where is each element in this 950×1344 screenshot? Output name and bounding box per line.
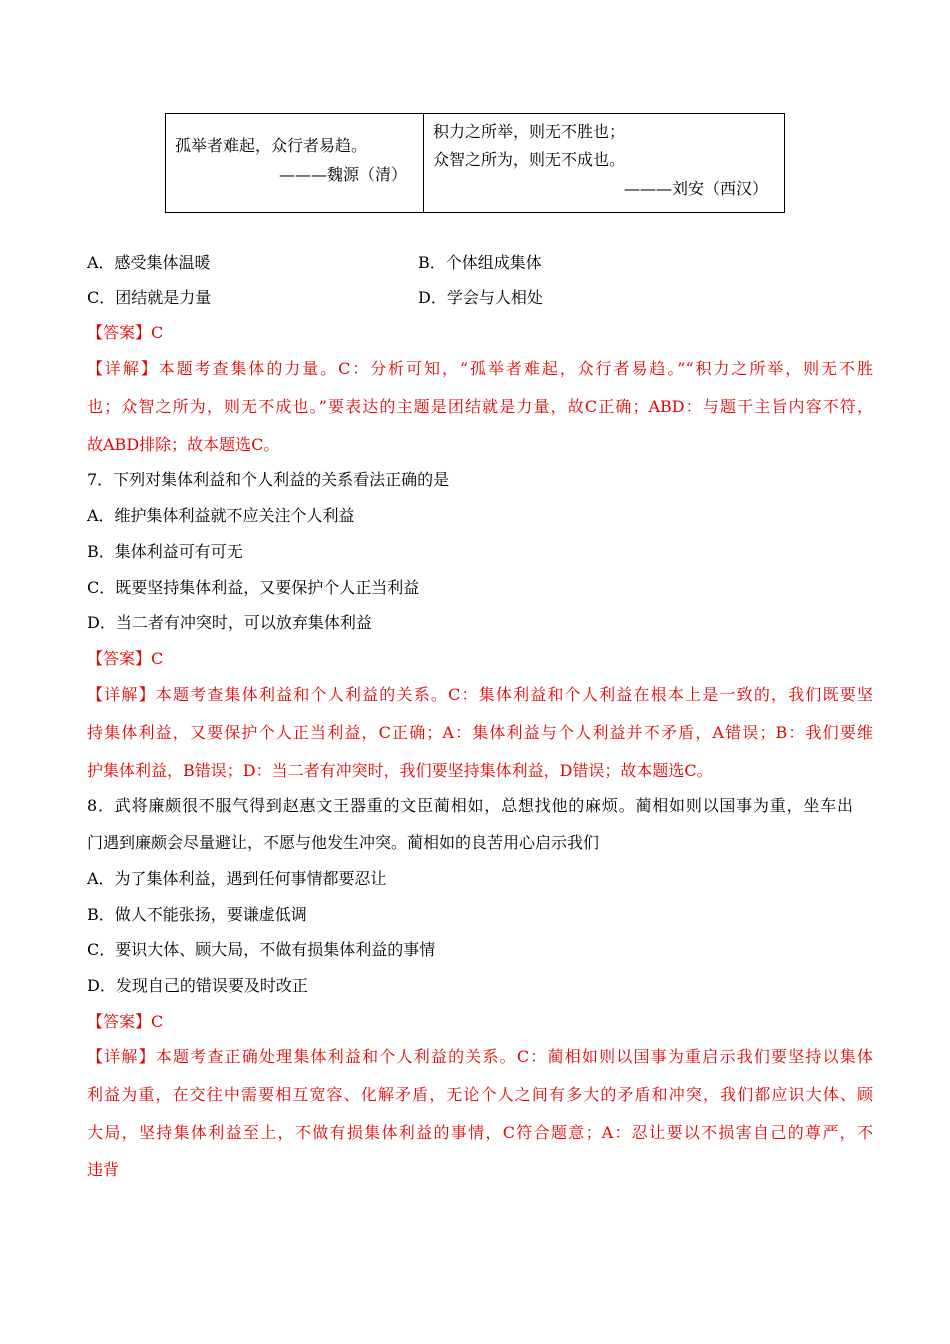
q8-explanation-line-1: 【详解】本题考查正确处理集体利益和个人利益的关系。C：蔺相如则以国事为重启示我们要坚持以集体 xyxy=(87,1047,873,1066)
q6-option-a: A．感受集体温暖 xyxy=(87,253,211,272)
q8-option-a: A．为了集体利益，遇到任何事情都要忍让 xyxy=(87,869,387,888)
q7-explanation-line-3: 护集体利益，B错误；D：当二者有冲突时，我们要坚持集体利益，D错误；故本题选C。 xyxy=(87,761,713,780)
q8-explanation-line-4: 违背 xyxy=(87,1160,120,1179)
quote-cell-right xyxy=(424,114,784,212)
quote-left-line: 孤举者难起，众行者易趋。 xyxy=(175,136,368,155)
q6-option-b: B．个体组成集体 xyxy=(418,253,542,272)
q7-option-b: B．集体利益可有可无 xyxy=(87,542,243,561)
q7-explanation-line-1: 【详解】本题考查集体利益和个人利益的关系。C：集体利益和个人利益在根本上是一致的，我们既要坚 xyxy=(87,685,873,704)
q8-option-c: C．要识大体、顾大局，不做有损集体利益的事情 xyxy=(87,940,436,959)
q8-explanation-line-3: 大局，坚持集体利益至上，不做有损集体利益的事情，C符合题意；A：忍让要以不损害自己的尊严，不 xyxy=(87,1123,873,1142)
q6-explanation-line-1: 【详解】本题考查集体的力量。C：分析可知，“孤举者难起，众行者易趋。”“积力之所举，则无不胜 xyxy=(87,359,873,378)
quote-left-source: ———魏源（清） xyxy=(279,165,408,184)
q7-option-c: C．既要坚持集体利益，又要保护个人正当利益 xyxy=(87,578,420,597)
q8-option-d: D．发现自己的错误要及时改正 xyxy=(87,976,308,995)
q6-option-c: C．团结就是力量 xyxy=(87,288,212,307)
q8-stem-line-2: 门遇到廉颇会尽量避让，不愿与他发生冲突。蔺相如的良苦用心启示我们 xyxy=(87,833,600,852)
quote-table xyxy=(165,113,785,213)
q8-stem-line-1: 8．武将廉颇很不服气得到赵惠文王器重的文臣蔺相如，总想找他的麻烦。蔺相如则以国事为重，坐车出 xyxy=(87,796,853,815)
quote-right-line-2: 众智之所为，则无不成也。 xyxy=(433,150,626,169)
q7-answer: 【答案】C xyxy=(87,649,164,668)
q8-answer: 【答案】C xyxy=(87,1012,164,1031)
q6-explanation-line-2: 也；众智之所为，则无不成也。”要表达的主题是团结就是力量，故C正确；ABD：与题干主旨内容不符， xyxy=(87,397,873,416)
quote-right-source: ———刘安（西汉） xyxy=(624,179,769,198)
quote-right-line-1: 积力之所举，则无不胜也； xyxy=(433,122,626,141)
q6-answer: 【答案】C xyxy=(87,323,164,342)
q7-option-a: A．维护集体利益就不应关注个人利益 xyxy=(87,506,355,525)
q8-option-b: B．做人不能张扬，要谦虚低调 xyxy=(87,905,307,924)
q7-explanation-line-2: 持集体利益，又要保护个人正当利益，C正确；A：集体利益与个人利益并不矛盾，A错误；B：我们要维 xyxy=(87,723,873,742)
q7-stem: 7．下列对集体利益和个人利益的关系看法正确的是 xyxy=(87,470,450,489)
q7-option-d: D．当二者有冲突时，可以放弃集体利益 xyxy=(87,613,372,632)
q6-option-d: D．学会与人相处 xyxy=(418,288,543,307)
q8-explanation-line-2: 利益为重，在交往中需要相互宽容、化解矛盾，无论个人之间有多大的矛盾和冲突，我们都应识大体、顾 xyxy=(87,1085,873,1104)
q6-explanation-line-3: 故ABD排除；故本题选C。 xyxy=(87,435,280,454)
quote-cell-left xyxy=(166,114,424,212)
